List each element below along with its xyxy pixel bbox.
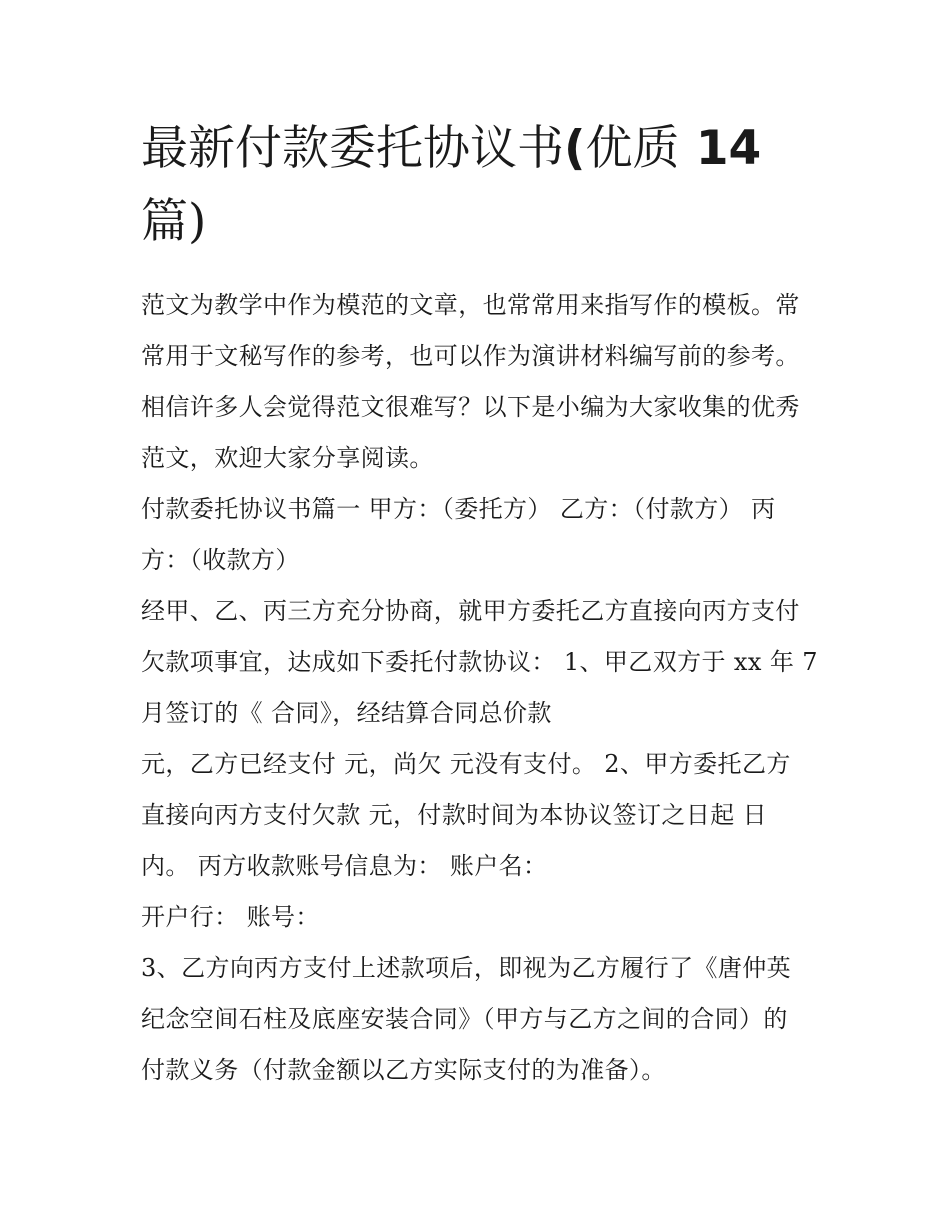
title-text-quality: 优质	[585, 121, 680, 176]
title-text-main: 最新付款委托协议书	[141, 121, 564, 176]
text-line: 方：（收款方）	[141, 546, 300, 574]
title-text-articles: 篇)	[141, 194, 207, 249]
text-line: 常用于文秘写作的参考，也可以作为演讲材料编写前的参考。	[141, 342, 800, 370]
text-line: 范文，欢迎大家分享阅读。	[141, 444, 434, 472]
text-line: 3、乙方向丙方支付上述款项后，即视为乙方履行了《唐仲英	[141, 954, 792, 982]
paragraph-intro	[141, 280, 813, 484]
text-line: 内。 丙方收款账号信息为： 账户名：	[141, 852, 548, 880]
text-line: 付款委托协议书篇一 甲方：（委托方） 乙方：（付款方） 丙	[141, 495, 776, 523]
document-body	[141, 280, 818, 1096]
text-line: 经甲、乙、丙三方充分协商，就甲方委托乙方直接向丙方支付	[141, 597, 800, 625]
title-number: 14	[679, 121, 762, 176]
paragraph-payment-terms	[141, 739, 813, 892]
text-line: 月签订的《 合同》，经结算合同总价款	[141, 699, 552, 727]
text-line: 开户行： 账号：	[141, 903, 320, 931]
text-line: 直接向丙方支付欠款 元，付款时间为本协议签订之日起 日	[141, 801, 768, 829]
paragraph-bank-info	[141, 892, 813, 943]
title-paren-open: (	[564, 121, 586, 176]
paragraph-obligation	[141, 943, 813, 1096]
text-line: 相信许多人会觉得范文很难写？以下是小编为大家收集的优秀	[141, 393, 800, 421]
paragraph-parties	[141, 484, 813, 586]
document-page	[141, 112, 818, 1096]
paragraph-agreement	[141, 586, 818, 739]
text-line: 付款义务（付款金额以乙方实际支付的为准备）。	[141, 1056, 666, 1084]
text-line: 纪念空间石柱及底座安装合同》（甲方与乙方之间的合同）的	[141, 1005, 788, 1033]
text-line: 元，乙方已经支付 元，尚欠 元没有支付。 2、甲方委托乙方	[141, 750, 791, 778]
text-line: 欠款项事宜，达成如下委托付款协议： 1、甲乙双方于 xx 年 7	[141, 648, 818, 676]
document-title	[141, 112, 813, 258]
text-line: 范文为教学中作为模范的文章，也常常用来指写作的模板。常	[141, 291, 800, 319]
